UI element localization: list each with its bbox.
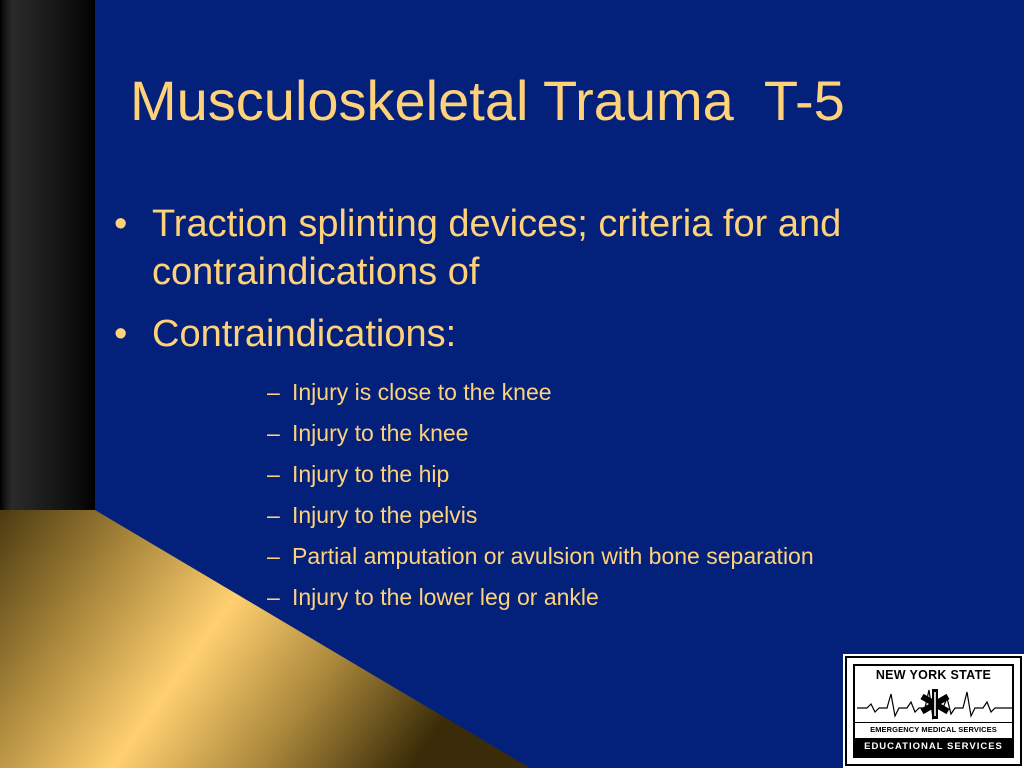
sub-bullet-item	[267, 495, 930, 536]
logo-middle-text: EMERGENCY MEDICAL SERVICES	[855, 722, 1012, 734]
bullet-item	[110, 200, 930, 296]
sub-bullet-text: Injury to the pelvis	[292, 502, 478, 528]
dash-marker: –	[267, 543, 280, 569]
slide-title: Musculoskeletal Trauma T-5	[130, 69, 845, 132]
sub-bullet-text: Injury to the hip	[292, 461, 450, 487]
dash-marker: –	[267, 379, 280, 405]
sub-bullet-item	[267, 372, 930, 413]
sub-bullet-text: Injury to the lower leg or ankle	[292, 584, 599, 610]
sub-bullet-item	[267, 413, 930, 454]
sub-bullet-item	[267, 577, 930, 618]
logo-frame	[853, 664, 1014, 758]
slide-content	[110, 200, 930, 618]
sub-bullet-text: Partial amputation or avulsion with bone separation	[292, 543, 814, 569]
logo-bottom-text: EDUCATIONAL SERVICES	[855, 738, 1012, 756]
bullet-item	[110, 310, 930, 358]
logo-top-text: NEW YORK STATE	[875, 668, 992, 682]
sub-bullet-text: Injury to the knee	[292, 420, 469, 446]
sub-bullet-item	[267, 536, 930, 577]
bullet-marker: •	[114, 313, 128, 355]
sub-bullet-item	[267, 454, 930, 495]
dash-marker: –	[267, 584, 280, 610]
bullet-marker: •	[114, 203, 128, 245]
dash-marker: –	[267, 502, 280, 528]
nys-ems-logo	[845, 656, 1022, 766]
dash-marker: –	[267, 420, 280, 446]
dash-marker: –	[267, 461, 280, 487]
star-of-life-ecg-icon	[857, 686, 1014, 722]
sub-bullet-text: Injury is close to the knee	[292, 379, 552, 405]
bullet-text: Contraindications:	[152, 313, 457, 355]
sub-bullet-list	[267, 372, 930, 618]
bullet-text: Traction splinting devices; criteria for and contraindications of	[152, 203, 842, 293]
